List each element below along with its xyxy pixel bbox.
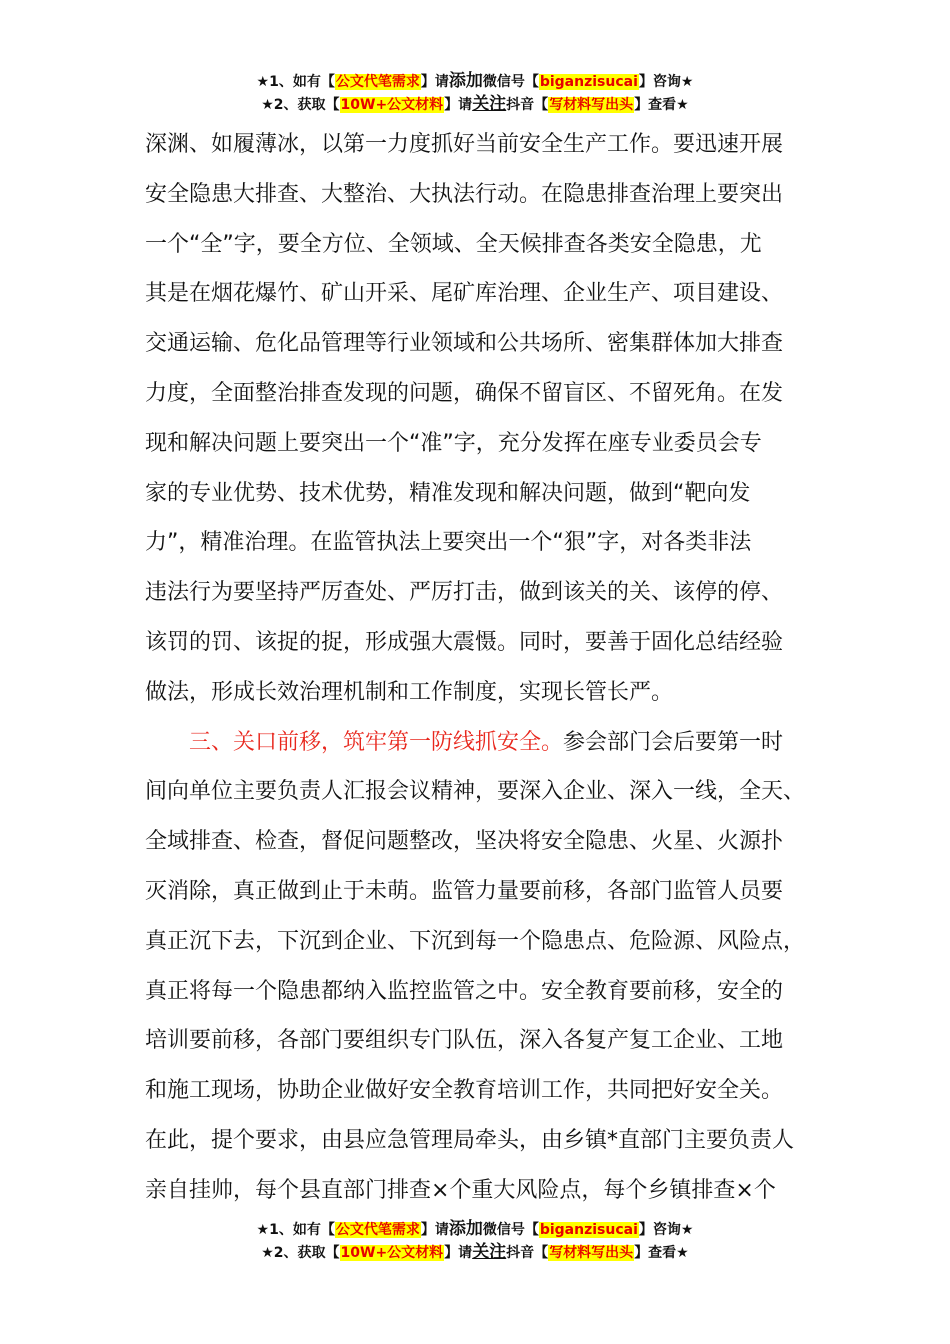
- promo-highlight: 10W+公文材料: [340, 1245, 444, 1261]
- promo-banner-bottom: [0, 1218, 950, 1264]
- promo-text: ★1、如有【: [256, 74, 335, 90]
- promo-text: 】请: [444, 1245, 473, 1261]
- body-line: 力”，精准治理。在监管执法上要突出一个“狠”字，对各类非法: [145, 530, 752, 556]
- promo-highlight: biganzisucai: [539, 74, 638, 90]
- promo-text: 微信号【: [482, 1222, 539, 1238]
- promo-text: 】咨询★: [638, 1222, 694, 1238]
- body-line: 一个“全”字，要全方位、全领域、全天候排查各类安全隐患，尤: [145, 231, 762, 257]
- promo-highlight: 10W+公文材料: [340, 97, 444, 113]
- body-line: 家的专业优势、技术优势，精准发现和解决问题，做到“靶向发: [145, 480, 751, 506]
- body-line: 其是在烟花爆竹、矿山开采、尾矿库治理、企业生产、项目建设、: [145, 281, 784, 307]
- promo-text: 抖音【: [506, 1245, 549, 1261]
- promo-line-2: [0, 93, 950, 116]
- body-line: 力度，全面整治排查发现的问题，确保不留盲区、不留死角。在发: [145, 380, 784, 406]
- promo-highlight: 写材料写出头: [549, 97, 634, 113]
- promo-highlight: biganzisucai: [539, 1222, 638, 1238]
- promo-text: 抖音【: [506, 97, 549, 113]
- promo-text: 微信号【: [482, 74, 539, 90]
- document-body: [145, 120, 835, 1216]
- promo-emphasis: 添加: [448, 71, 483, 91]
- promo-text: 】请: [444, 97, 473, 113]
- promo-text: ★2、获取【: [261, 1245, 340, 1261]
- section-heading-rest: 参会部门会后要第一时: [563, 729, 784, 755]
- body-line: 深渊、如履薄冰，以第一力度抓好当前安全生产工作。要迅速开展: [145, 132, 784, 157]
- body-line: 现和解决问题上要突出一个“准”字，充分发挥在座专业委员会专: [145, 430, 762, 456]
- section-heading: 三、关口前移，筑牢第一防线抓安全。: [189, 729, 564, 755]
- promo-emphasis: 关注: [472, 1242, 507, 1262]
- body-line: 亲自挂帅，每个县直部门排查×个重大风险点，每个乡镇排查×个: [145, 1177, 776, 1203]
- promo-line-2: [0, 1241, 950, 1264]
- body-line: 和施工现场，协助企业做好安全教育培训工作，共同把好安全关。: [145, 1078, 784, 1104]
- promo-highlight: 写材料写出头: [549, 1245, 634, 1261]
- promo-highlight: 公文代笔需求: [335, 1222, 420, 1238]
- body-line: 真正沉下去，下沉到企业、下沉到每一个隐患点、危险源、风险点，: [145, 928, 806, 954]
- promo-line-1: [0, 70, 950, 93]
- body-line: 安全隐患大排查、大整治、大执法行动。在隐患排查治理上要突出: [145, 181, 784, 207]
- body-line: 灭消除，真正做到止于未萌。监管力量要前移，各部门监管人员要: [145, 878, 784, 904]
- promo-text: ★2、获取【: [261, 97, 340, 113]
- promo-highlight: 公文代笔需求: [335, 74, 420, 90]
- body-line: 培训要前移，各部门要组织专门队伍，深入各复产复工企业、工地: [145, 1028, 784, 1054]
- promo-emphasis: 添加: [448, 1219, 483, 1239]
- promo-text: 】查看★: [634, 97, 689, 113]
- body-line: 交通运输、危化品管理等行业领域和公共场所、密集群体加大排查: [145, 331, 784, 357]
- promo-line-1: [0, 1218, 950, 1241]
- body-line: 该罚的罚、该捉的捉，形成强大震慑。同时，要善于固化总结经验: [145, 629, 784, 655]
- promo-text: ★1、如有【: [256, 1222, 335, 1238]
- promo-emphasis: 关注: [472, 94, 507, 114]
- body-line: 做法，形成长效治理机制和工作制度，实现长管长严。: [145, 679, 674, 705]
- section-heading-line: [145, 718, 835, 768]
- promo-text: 】请: [420, 1222, 449, 1238]
- body-line: 违法行为要坚持严厉查处、严厉打击，做到该关的关、该停的停、: [145, 580, 784, 606]
- promo-text: 】咨询★: [638, 74, 694, 90]
- promo-banner-top: [0, 70, 950, 116]
- body-line: 间向单位主要负责人汇报会议精神，要深入企业、深入一线，全天、: [145, 779, 806, 805]
- body-line: 在此，提个要求，由县应急管理局牵头，由乡镇*直部门主要负责人: [145, 1127, 795, 1153]
- body-line: 真正将每一个隐患都纳入监控监管之中。安全教育要前移，安全的: [145, 978, 784, 1004]
- promo-text: 】请: [420, 74, 449, 90]
- body-line: 全域排查、检查，督促问题整改，坚决将安全隐患、火星、火源扑: [145, 829, 784, 855]
- promo-text: 】查看★: [634, 1245, 689, 1261]
